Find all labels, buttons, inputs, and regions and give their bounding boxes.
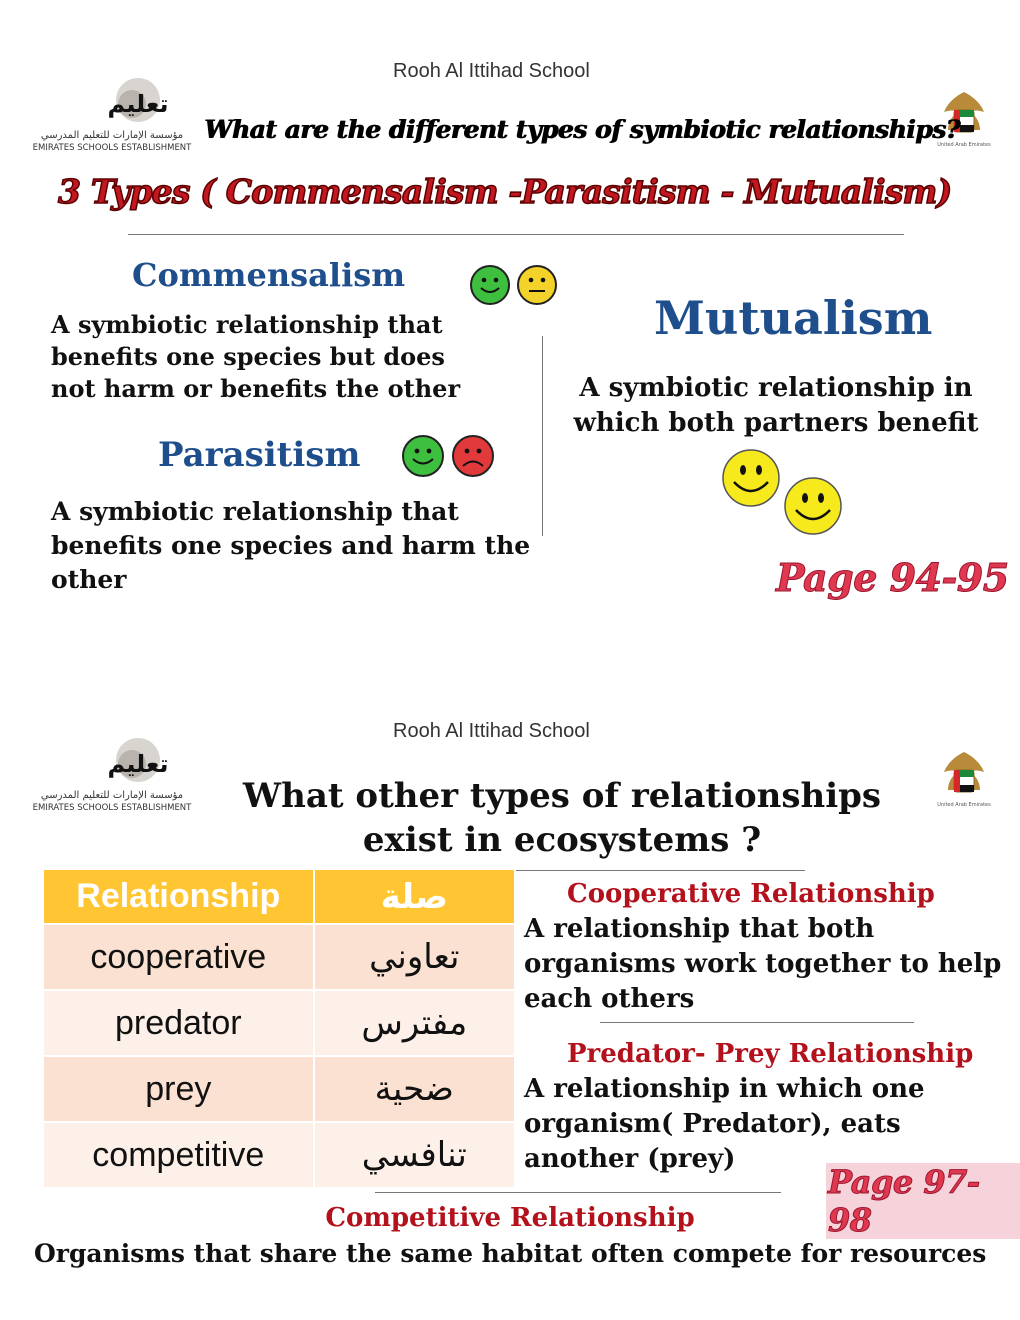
sad-face-red-icon <box>453 436 493 476</box>
school-name: Rooh Al Ittihad School <box>393 60 590 82</box>
mutualism-definition: A symbiotic relationship in which both partners benefit <box>573 373 979 438</box>
table-header-row <box>44 870 515 924</box>
parasitism-title: Parasitism <box>158 435 361 475</box>
types-heading: 3 Types ( Commensalism -Parasitism - Mutualism) <box>58 172 952 211</box>
table-row <box>44 1056 515 1122</box>
page-reference: Page 94-95 <box>776 555 1009 600</box>
commensalism-faces <box>469 264 561 310</box>
table-cell-arabic: مفترس <box>314 990 515 1056</box>
mutualism-title: Mutualism <box>654 291 933 345</box>
table-cell-english: predator <box>44 990 314 1056</box>
svg-text:تعليم: تعليم <box>107 90 169 118</box>
ecosystem-question: What other types of relationships exist in ecosystems ? <box>242 776 882 860</box>
page-reference: Page 97-98 <box>826 1163 1020 1239</box>
divider <box>128 234 904 235</box>
neutral-face-yellow-icon <box>518 266 556 304</box>
happy-face-green-icon <box>471 266 509 304</box>
column-divider <box>542 336 543 536</box>
table-cell-arabic: ضحية <box>314 1056 515 1122</box>
competitive-title: Competitive Relationship <box>325 1203 695 1233</box>
smiley-face-yellow-icon <box>785 478 841 534</box>
table-cell-arabic: تنافسي <box>314 1122 515 1188</box>
svg-text:EMIRATES SCHOOLS ESTABLISHMENT: EMIRATES SCHOOLS ESTABLISHMENT <box>32 143 192 153</box>
table-cell-english: cooperative <box>44 924 314 990</box>
svg-text:مؤسسة الإمارات للتعليم المدرسي: مؤسسة الإمارات للتعليم المدرسي <box>40 130 184 141</box>
divider <box>515 870 805 871</box>
table-row <box>44 1122 515 1188</box>
predator-prey-definition: A relationship in which one organism( Predator), eats another (prey) <box>524 1074 925 1174</box>
symbiosis-question: What are the different types of symbiotic relationships? <box>204 115 960 144</box>
table-row <box>44 990 515 1056</box>
competitive-definition: Organisms that share the same habitat often compete for resources <box>34 1239 987 1268</box>
parasitism-faces <box>401 434 497 482</box>
table-cell-arabic: تعاوني <box>314 924 515 990</box>
predator-prey-title: Predator- Prey Relationship <box>567 1039 974 1069</box>
emirates-schools-establishment-logo <box>28 734 198 814</box>
uae-emblem-logo <box>936 748 992 814</box>
school-name: Rooh Al Ittihad School <box>393 720 590 742</box>
svg-text:مؤسسة الإمارات للتعليم المدرسي: مؤسسة الإمارات للتعليم المدرسي <box>40 790 184 801</box>
cooperative-definition: A relationship that both organisms work together to help each others <box>524 914 1002 1014</box>
commensalism-definition: A symbiotic relationship that benefits one species but does not harm or benefits the other <box>51 310 461 403</box>
table-cell-english: prey <box>44 1056 314 1122</box>
mutualism-faces <box>716 448 850 544</box>
divider <box>600 1022 914 1023</box>
table-header-english: Relationship <box>44 870 314 924</box>
parasitism-definition: A symbiotic relationship that benefits one species and harm the other <box>51 497 531 594</box>
table-header-arabic: صلة <box>314 870 515 924</box>
table-cell-english: competitive <box>44 1122 314 1188</box>
relationship-table <box>44 870 516 1189</box>
happy-face-green-icon <box>403 436 443 476</box>
cooperative-title: Cooperative Relationship <box>567 879 935 909</box>
svg-text:United Arab Emirates: United Arab Emirates <box>937 142 991 148</box>
table-row <box>44 924 515 990</box>
svg-text:EMIRATES SCHOOLS ESTABLISHMENT: EMIRATES SCHOOLS ESTABLISHMENT <box>32 803 192 813</box>
divider <box>375 1192 781 1193</box>
commensalism-title: Commensalism <box>132 256 406 294</box>
emirates-schools-establishment-logo <box>28 74 198 154</box>
svg-text:تعليم: تعليم <box>107 750 169 778</box>
smiley-face-yellow-icon <box>723 450 779 506</box>
svg-text:United Arab Emirates: United Arab Emirates <box>937 802 991 808</box>
